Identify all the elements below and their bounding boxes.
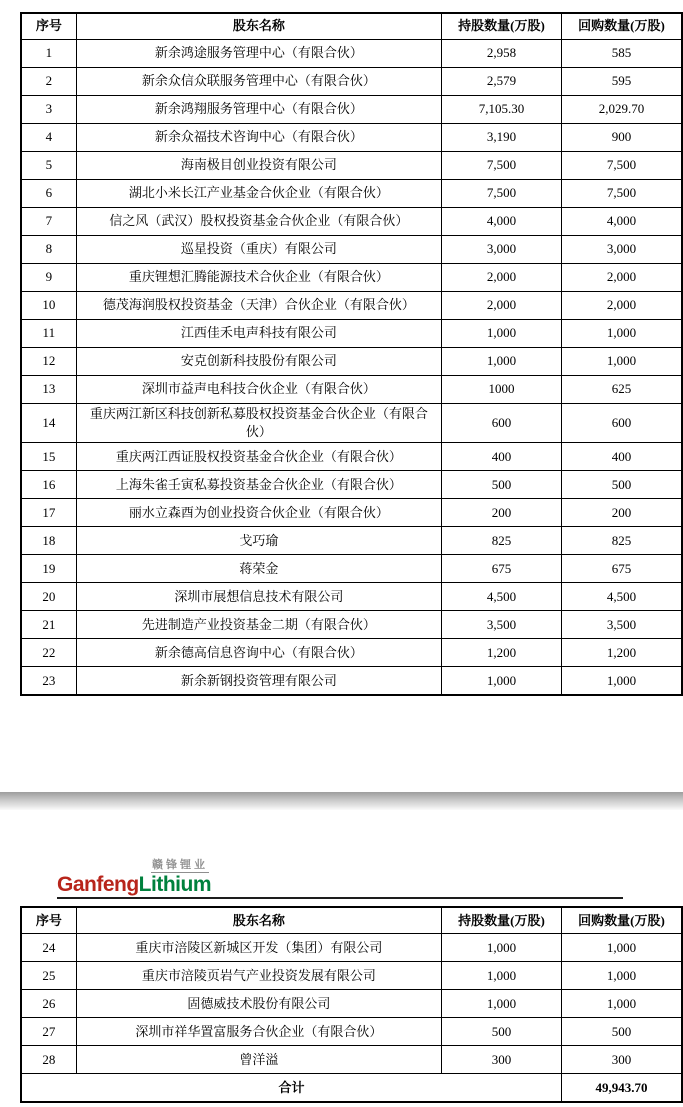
shareholders-table-page2 xyxy=(20,906,683,1103)
row-number-cell: 24 xyxy=(21,934,76,962)
shares-buyback-cell: 1,000 xyxy=(562,348,683,376)
table-row xyxy=(21,639,682,667)
shares-held-cell: 675 xyxy=(442,555,562,583)
column-header: 持股数量(万股) xyxy=(442,13,562,40)
row-number-cell: 15 xyxy=(21,443,76,471)
table-row xyxy=(21,404,682,443)
shareholder-name-cell: 重庆两江西证股权投资基金合伙企业（有限合伙） xyxy=(76,443,441,471)
shares-buyback-cell: 1,200 xyxy=(562,639,683,667)
shares-held-cell: 500 xyxy=(442,1018,562,1046)
shareholder-name-cell: 深圳市益声电科技合伙企业（有限合伙） xyxy=(76,376,441,404)
shares-buyback-cell: 825 xyxy=(562,527,683,555)
table-row xyxy=(21,611,682,639)
shares-held-cell: 4,000 xyxy=(442,208,562,236)
table-row xyxy=(21,499,682,527)
table-row xyxy=(21,962,682,990)
shares-held-cell: 3,190 xyxy=(442,124,562,152)
shares-buyback-cell: 4,000 xyxy=(562,208,683,236)
row-number-cell: 4 xyxy=(21,124,76,152)
shares-buyback-cell: 500 xyxy=(562,1018,683,1046)
shares-held-cell: 1,000 xyxy=(442,990,562,1018)
table-row xyxy=(21,348,682,376)
column-header: 回购数量(万股) xyxy=(562,907,683,934)
shares-buyback-cell: 7,500 xyxy=(562,152,683,180)
shares-buyback-cell: 595 xyxy=(562,68,683,96)
shares-buyback-cell: 600 xyxy=(562,404,683,443)
shareholder-name-cell: 新余众信众联服务管理中心（有限合伙） xyxy=(76,68,441,96)
shares-held-cell: 3,500 xyxy=(442,611,562,639)
table-header xyxy=(21,907,682,934)
shares-buyback-cell: 2,029.70 xyxy=(562,96,683,124)
row-number-cell: 2 xyxy=(21,68,76,96)
table-row xyxy=(21,124,682,152)
shares-held-cell: 4,500 xyxy=(442,583,562,611)
row-number-cell: 18 xyxy=(21,527,76,555)
shareholder-name-cell: 信之风（武汉）股权投资基金合伙企业（有限合伙） xyxy=(76,208,441,236)
table-row xyxy=(21,555,682,583)
table-row xyxy=(21,376,682,404)
shares-held-cell: 7,105.30 xyxy=(442,96,562,124)
shareholder-name-cell: 上海朱雀壬寅私募投资基金合伙企业（有限合伙） xyxy=(76,471,441,499)
shareholder-name-cell: 戈巧瑜 xyxy=(76,527,441,555)
table-row xyxy=(21,1046,682,1074)
row-number-cell: 26 xyxy=(21,990,76,1018)
shares-buyback-cell: 3,000 xyxy=(562,236,683,264)
shareholder-name-cell: 深圳市展想信息技术有限公司 xyxy=(76,583,441,611)
shares-buyback-cell: 1,000 xyxy=(562,934,683,962)
table-row xyxy=(21,152,682,180)
table-row xyxy=(21,583,682,611)
shares-buyback-cell: 675 xyxy=(562,555,683,583)
row-number-cell: 21 xyxy=(21,611,76,639)
shares-held-cell: 2,958 xyxy=(442,40,562,68)
logo-chinese-text: 赣锋锂业 xyxy=(151,859,209,873)
table-row xyxy=(21,180,682,208)
shares-held-cell: 1,000 xyxy=(442,667,562,696)
row-number-cell: 8 xyxy=(21,236,76,264)
shareholder-name-cell: 重庆两江新区科技创新私募股权投资基金合伙企业（有限合伙） xyxy=(76,404,441,443)
shares-held-cell: 1,000 xyxy=(442,348,562,376)
column-header: 持股数量(万股) xyxy=(442,907,562,934)
shareholder-name-cell: 新余众福技术咨询中心（有限合伙） xyxy=(76,124,441,152)
shares-held-cell: 7,500 xyxy=(442,152,562,180)
table-row xyxy=(21,96,682,124)
row-number-cell: 7 xyxy=(21,208,76,236)
row-number-cell: 6 xyxy=(21,180,76,208)
table-row xyxy=(21,527,682,555)
row-number-cell: 17 xyxy=(21,499,76,527)
shares-buyback-cell: 3,500 xyxy=(562,611,683,639)
row-number-cell: 1 xyxy=(21,40,76,68)
shares-buyback-cell: 4,500 xyxy=(562,583,683,611)
shareholder-name-cell: 江西佳禾电声科技有限公司 xyxy=(76,320,441,348)
shares-held-cell: 600 xyxy=(442,404,562,443)
shares-held-cell: 400 xyxy=(442,443,562,471)
shareholder-name-cell: 湖北小米长江产业基金合伙企业（有限合伙） xyxy=(76,180,441,208)
logo-wordmark-red: Ganfeng xyxy=(57,873,139,897)
row-number-cell: 13 xyxy=(21,376,76,404)
shareholder-name-cell: 重庆锂想汇腾能源技术合伙企业（有限合伙） xyxy=(76,264,441,292)
shares-held-cell: 1,000 xyxy=(442,934,562,962)
table-row xyxy=(21,208,682,236)
shareholder-name-cell: 固德威技术股份有限公司 xyxy=(76,990,441,1018)
shares-buyback-cell: 1,000 xyxy=(562,962,683,990)
table-row xyxy=(21,320,682,348)
shareholder-name-cell: 曾洋溢 xyxy=(76,1046,441,1074)
shares-buyback-cell: 7,500 xyxy=(562,180,683,208)
table-row xyxy=(21,292,682,320)
total-row xyxy=(21,1074,682,1103)
total-value-cell: 49,943.70 xyxy=(562,1074,683,1103)
shares-buyback-cell: 400 xyxy=(562,443,683,471)
shares-held-cell: 300 xyxy=(442,1046,562,1074)
header-row xyxy=(21,13,682,40)
shares-buyback-cell: 1,000 xyxy=(562,990,683,1018)
column-header: 股东名称 xyxy=(76,907,441,934)
row-number-cell: 27 xyxy=(21,1018,76,1046)
page-separator xyxy=(0,792,683,810)
table-row xyxy=(21,1018,682,1046)
shares-buyback-cell: 900 xyxy=(562,124,683,152)
shares-buyback-cell: 1,000 xyxy=(562,320,683,348)
row-number-cell: 9 xyxy=(21,264,76,292)
ganfeng-lithium-logo xyxy=(57,859,217,895)
table-row xyxy=(21,264,682,292)
row-number-cell: 23 xyxy=(21,667,76,696)
shareholder-name-cell: 德茂海润股权投资基金（天津）合伙企业（有限合伙） xyxy=(76,292,441,320)
row-number-cell: 19 xyxy=(21,555,76,583)
column-header: 序号 xyxy=(21,13,76,40)
shareholder-name-cell: 蒋荣金 xyxy=(76,555,441,583)
shares-buyback-cell: 2,000 xyxy=(562,292,683,320)
shareholder-name-cell: 新余鸿翔服务管理中心（有限合伙） xyxy=(76,96,441,124)
shares-held-cell: 2,000 xyxy=(442,264,562,292)
shares-buyback-cell: 2,000 xyxy=(562,264,683,292)
shares-buyback-cell: 300 xyxy=(562,1046,683,1074)
shares-buyback-cell: 500 xyxy=(562,471,683,499)
shareholder-name-cell: 巡星投资（重庆）有限公司 xyxy=(76,236,441,264)
shares-buyback-cell: 585 xyxy=(562,40,683,68)
shares-buyback-cell: 1,000 xyxy=(562,667,683,696)
table-row xyxy=(21,443,682,471)
row-number-cell: 10 xyxy=(21,292,76,320)
row-number-cell: 22 xyxy=(21,639,76,667)
shares-held-cell: 2,579 xyxy=(442,68,562,96)
table-row xyxy=(21,68,682,96)
row-number-cell: 20 xyxy=(21,583,76,611)
row-number-cell: 28 xyxy=(21,1046,76,1074)
shares-held-cell: 1000 xyxy=(442,376,562,404)
row-number-cell: 11 xyxy=(21,320,76,348)
shareholder-name-cell: 新余鸿途服务管理中心（有限合伙） xyxy=(76,40,441,68)
total-label-cell: 合计 xyxy=(21,1074,562,1103)
shareholder-name-cell: 深圳市祥华置富服务合伙企业（有限合伙） xyxy=(76,1018,441,1046)
shareholder-name-cell: 重庆市涪陵页岩气产业投资发展有限公司 xyxy=(76,962,441,990)
shareholder-name-cell: 海南极目创业投资有限公司 xyxy=(76,152,441,180)
shares-held-cell: 1,000 xyxy=(442,962,562,990)
table-row xyxy=(21,40,682,68)
row-number-cell: 3 xyxy=(21,96,76,124)
header-rule xyxy=(57,897,623,899)
header-row xyxy=(21,907,682,934)
row-number-cell: 14 xyxy=(21,404,76,443)
shares-held-cell: 200 xyxy=(442,499,562,527)
logo-wordmark xyxy=(57,874,217,895)
table-row xyxy=(21,236,682,264)
row-number-cell: 25 xyxy=(21,962,76,990)
shares-buyback-cell: 625 xyxy=(562,376,683,404)
shareholder-name-cell: 新余新钢投资管理有限公司 xyxy=(76,667,441,696)
logo-wordmark-green: Lithium xyxy=(138,873,211,897)
shares-held-cell: 7,500 xyxy=(442,180,562,208)
shares-buyback-cell: 200 xyxy=(562,499,683,527)
row-number-cell: 12 xyxy=(21,348,76,376)
shares-held-cell: 2,000 xyxy=(442,292,562,320)
shares-held-cell: 3,000 xyxy=(442,236,562,264)
shareholder-name-cell: 丽水立森酉为创业投资合伙企业（有限合伙） xyxy=(76,499,441,527)
shareholder-name-cell: 新余德高信息咨询中心（有限合伙） xyxy=(76,639,441,667)
shareholder-name-cell: 先进制造产业投资基金二期（有限合伙） xyxy=(76,611,441,639)
shares-held-cell: 825 xyxy=(442,527,562,555)
table-row xyxy=(21,934,682,962)
shareholder-name-cell: 安克创新科技股份有限公司 xyxy=(76,348,441,376)
column-header: 回购数量(万股) xyxy=(562,13,683,40)
shares-held-cell: 1,000 xyxy=(442,320,562,348)
shareholders-table-page1 xyxy=(20,12,683,696)
column-header: 序号 xyxy=(21,907,76,934)
row-number-cell: 5 xyxy=(21,152,76,180)
table-row xyxy=(21,667,682,696)
table-row xyxy=(21,990,682,1018)
shares-held-cell: 1,200 xyxy=(442,639,562,667)
shares-held-cell: 500 xyxy=(442,471,562,499)
shareholder-name-cell: 重庆市涪陵区新城区开发（集团）有限公司 xyxy=(76,934,441,962)
table-header xyxy=(21,13,682,40)
table-row xyxy=(21,471,682,499)
row-number-cell: 16 xyxy=(21,471,76,499)
column-header: 股东名称 xyxy=(76,13,441,40)
